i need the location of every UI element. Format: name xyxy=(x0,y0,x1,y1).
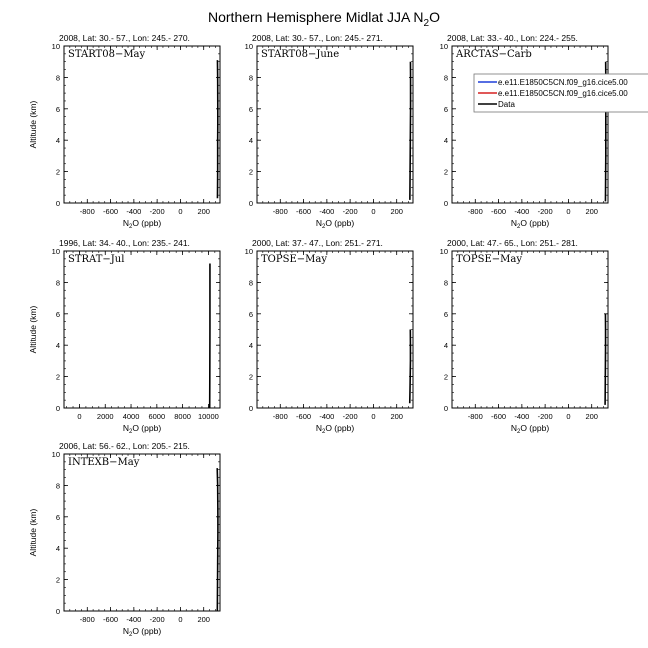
x-axis-label-sub: 2 xyxy=(128,224,133,230)
figure-title xyxy=(208,9,440,29)
x-tick-label: 10000 xyxy=(197,412,219,421)
x-tick-label: -400 xyxy=(514,412,530,421)
x-axis-label-end: O (ppb) xyxy=(325,423,355,433)
x-axis-label xyxy=(511,218,549,230)
plot-frame xyxy=(64,454,220,611)
y-tick-label: 0 xyxy=(55,404,60,413)
x-tick-label: -600 xyxy=(296,412,312,421)
x-tick-label: 0 xyxy=(371,412,376,421)
plot-frame xyxy=(64,46,220,203)
y-tick-label: 6 xyxy=(55,309,60,319)
series-line-data xyxy=(410,330,411,404)
x-tick-label: -200 xyxy=(342,412,358,421)
y-tick-label: 10 xyxy=(244,42,253,51)
x-tick-label: -200 xyxy=(342,207,358,216)
series-line-data xyxy=(217,468,218,611)
x-tick-label: 0 xyxy=(178,615,183,624)
x-tick-label: -200 xyxy=(149,615,165,624)
y-tick-label: 8 xyxy=(55,481,60,491)
campaign-label: START08−June xyxy=(261,49,340,60)
panel-header: 2006, Lat: 56.- 62., Lon: 205.- 215. xyxy=(59,441,190,451)
y-tick-label: 10 xyxy=(51,247,60,256)
figure-title-end: O xyxy=(429,9,440,25)
x-axis-label xyxy=(123,218,161,230)
panel-header: 2008, Lat: 30.- 57., Lon: 245.- 270. xyxy=(59,33,190,43)
y-tick-label: 8 xyxy=(248,278,253,288)
y-tick-label: 2 xyxy=(55,575,60,585)
y-tick-label: 4 xyxy=(248,341,253,351)
x-axis-label xyxy=(316,423,354,435)
y-tick-label: 4 xyxy=(248,136,253,146)
y-tick-label: 0 xyxy=(55,607,60,616)
y-tick-label: 8 xyxy=(443,73,448,83)
x-tick-label: -400 xyxy=(126,207,142,216)
x-axis-label xyxy=(511,423,549,435)
x-axis-label-main: N xyxy=(315,218,322,228)
y-axis-label: Altitude (km) xyxy=(28,305,38,354)
y-tick-label: 6 xyxy=(443,104,448,114)
plot-frame xyxy=(64,251,220,408)
x-tick-label: 200 xyxy=(585,412,598,421)
x-tick-label: 200 xyxy=(197,207,210,216)
x-axis-label xyxy=(316,218,354,230)
x-axis-label-end: O (ppb) xyxy=(132,423,162,433)
y-tick-label: 2 xyxy=(443,372,448,382)
x-tick-label: -800 xyxy=(467,207,483,216)
figure-title-subscript: 2 xyxy=(423,18,430,29)
x-axis-label-sub: 2 xyxy=(321,429,326,435)
x-tick-label: 200 xyxy=(585,207,598,216)
figure-title-main: Northern Hemisphere Midlat JJA N xyxy=(208,9,424,25)
panel-header: 2008, Lat: 30.- 57., Lon: 245.- 271. xyxy=(252,33,383,43)
panel-header: 2008, Lat: 33.- 40., Lon: 224.- 255. xyxy=(447,33,578,43)
x-tick-label: 200 xyxy=(390,412,403,421)
campaign-label: TOPSE−May xyxy=(261,254,327,265)
x-axis-label-sub: 2 xyxy=(516,429,521,435)
x-tick-label: -400 xyxy=(319,207,335,216)
y-axis-label: Altitude (km) xyxy=(28,508,38,557)
x-tick-label: 2000 xyxy=(96,412,114,421)
x-tick-label: -600 xyxy=(491,207,507,216)
x-tick-label: -400 xyxy=(126,615,142,624)
y-tick-label: 10 xyxy=(51,450,60,459)
x-tick-label: -800 xyxy=(467,412,483,421)
y-tick-label: 10 xyxy=(439,42,448,51)
x-axis-label xyxy=(123,626,161,638)
panel-1 xyxy=(28,33,220,230)
y-tick-label: 4 xyxy=(443,341,448,351)
x-tick-label: -800 xyxy=(79,207,95,216)
panel-6 xyxy=(440,238,608,435)
x-tick-label: -400 xyxy=(514,207,530,216)
legend-entry-label: e.e11.E1850C5CN.f09_g16.cice5.00 xyxy=(498,89,628,98)
x-tick-label: -600 xyxy=(296,207,312,216)
x-axis-label xyxy=(123,423,161,435)
x-axis-label-end: O (ppb) xyxy=(132,218,162,228)
x-tick-label: -600 xyxy=(103,207,119,216)
y-tick-label: 10 xyxy=(244,247,253,256)
y-tick-label: 8 xyxy=(248,73,253,83)
panel-5 xyxy=(245,238,413,435)
x-axis-label-main: N xyxy=(122,218,129,228)
y-tick-label: 2 xyxy=(55,372,60,382)
x-tick-label: 200 xyxy=(197,615,210,624)
x-tick-label: 6000 xyxy=(148,412,166,421)
x-axis-label-main: N xyxy=(122,423,129,433)
y-tick-label: 8 xyxy=(55,278,60,288)
x-tick-label: -200 xyxy=(537,412,553,421)
legend xyxy=(474,74,648,112)
y-tick-label: 4 xyxy=(443,136,448,146)
plot-frame xyxy=(452,46,608,203)
x-axis-label-main: N xyxy=(122,626,129,636)
x-tick-label: 4000 xyxy=(122,412,140,421)
y-axis-label: Altitude (km) xyxy=(28,100,38,149)
y-tick-label: 0 xyxy=(248,199,253,208)
x-tick-label: 200 xyxy=(390,207,403,216)
y-tick-label: 6 xyxy=(443,309,448,319)
panels-grid xyxy=(28,33,608,638)
y-tick-label: 6 xyxy=(55,104,60,114)
x-axis-label-end: O (ppb) xyxy=(520,218,550,228)
x-tick-label: -800 xyxy=(79,615,95,624)
y-tick-label: 6 xyxy=(55,512,60,522)
x-axis-label-sub: 2 xyxy=(128,429,133,435)
x-tick-label: 0 xyxy=(178,207,183,216)
campaign-label: ARCTAS−Carb xyxy=(456,49,532,60)
panel-header: 1996, Lat: 34.- 40., Lon: 235.- 241. xyxy=(59,238,190,248)
y-tick-label: 4 xyxy=(55,544,60,554)
y-tick-label: 0 xyxy=(443,199,448,208)
y-tick-label: 6 xyxy=(248,309,253,319)
y-tick-label: 0 xyxy=(443,404,448,413)
y-tick-label: 10 xyxy=(439,247,448,256)
x-tick-label: 0 xyxy=(566,207,571,216)
plot-frame xyxy=(257,251,413,408)
x-tick-label: 0 xyxy=(371,207,376,216)
campaign-label: STRAT−Jul xyxy=(68,254,125,265)
x-tick-label: -200 xyxy=(537,207,553,216)
x-axis-label-sub: 2 xyxy=(516,224,521,230)
panel-2 xyxy=(245,33,413,230)
x-axis-label-end: O (ppb) xyxy=(325,218,355,228)
y-tick-label: 2 xyxy=(248,372,253,382)
y-tick-label: 2 xyxy=(443,167,448,177)
x-axis-label-main: N xyxy=(510,423,517,433)
panel-4 xyxy=(28,238,220,435)
y-tick-label: 4 xyxy=(55,341,60,351)
x-tick-label: -400 xyxy=(319,412,335,421)
x-tick-label: 0 xyxy=(566,412,571,421)
legend-entry-label: e.e11.E1850C5CN.f09_g16.cice5.00 xyxy=(498,78,628,87)
x-tick-label: -600 xyxy=(491,412,507,421)
campaign-label: INTEXB−May xyxy=(68,457,140,468)
x-tick-label: -200 xyxy=(149,207,165,216)
legend-entry-label: Data xyxy=(498,100,515,109)
y-tick-label: 2 xyxy=(248,167,253,177)
x-axis-label-main: N xyxy=(510,218,517,228)
series-line-data xyxy=(410,62,411,200)
panel-header: 2000, Lat: 47.- 65., Lon: 251.- 281. xyxy=(447,238,578,248)
x-tick-label: 8000 xyxy=(174,412,191,421)
y-tick-label: 8 xyxy=(443,278,448,288)
x-axis-label-end: O (ppb) xyxy=(132,626,162,636)
panel-3 xyxy=(440,33,608,230)
y-tick-label: 4 xyxy=(55,136,60,146)
y-tick-label: 2 xyxy=(55,167,60,177)
x-axis-label-sub: 2 xyxy=(128,632,133,638)
x-tick-label: -800 xyxy=(272,412,288,421)
y-tick-label: 0 xyxy=(248,404,253,413)
x-tick-label: -800 xyxy=(272,207,288,216)
campaign-label: START08−May xyxy=(68,49,146,60)
y-tick-label: 0 xyxy=(55,199,60,208)
y-tick-label: 8 xyxy=(55,73,60,83)
y-tick-label: 6 xyxy=(248,104,253,114)
x-tick-label: 0 xyxy=(77,412,82,421)
panel-header: 2000, Lat: 37.- 47., Lon: 251.- 271. xyxy=(252,238,383,248)
x-axis-label-end: O (ppb) xyxy=(520,423,550,433)
campaign-label: TOPSE−May xyxy=(456,254,522,265)
x-axis-label-sub: 2 xyxy=(321,224,326,230)
plot-frame xyxy=(257,46,413,203)
plot-frame xyxy=(452,251,608,408)
x-axis-label-main: N xyxy=(315,423,322,433)
y-tick-label: 10 xyxy=(51,42,60,51)
x-tick-label: -600 xyxy=(103,615,119,624)
panel-7 xyxy=(28,441,220,638)
